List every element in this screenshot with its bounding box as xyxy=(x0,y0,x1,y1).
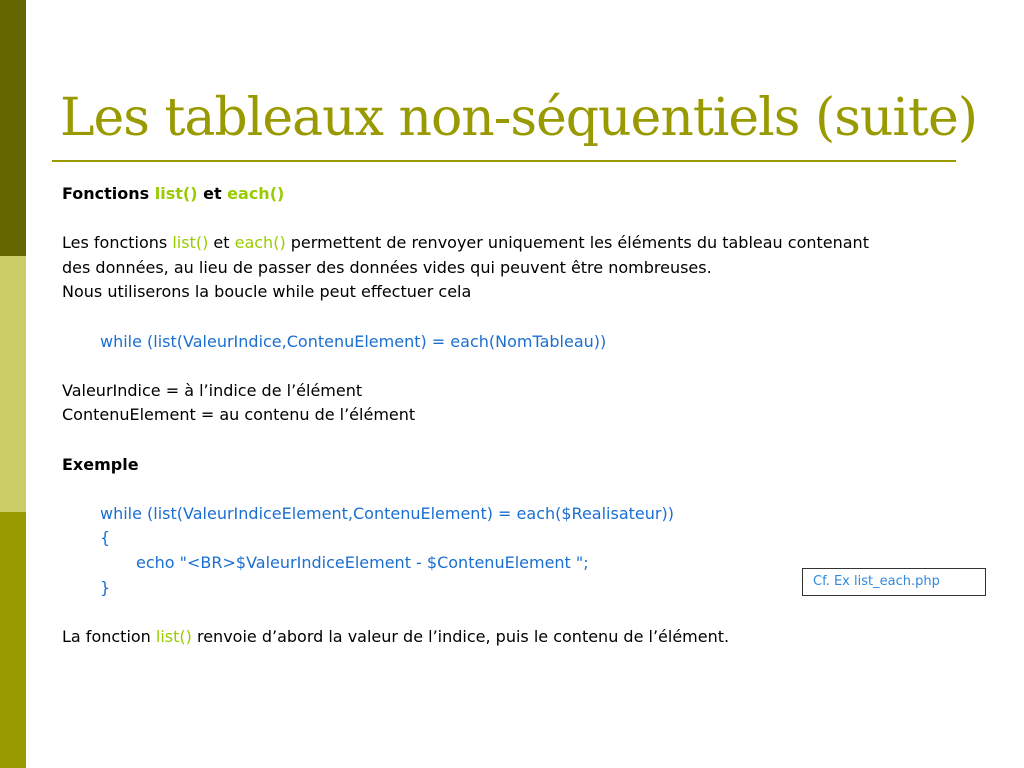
intro-rest: permettent de renvoyer uniquement les éléments du tableau contenant xyxy=(285,233,869,253)
keyword-list: list() xyxy=(155,626,192,646)
keyword-list: list() xyxy=(154,184,198,203)
keyword-list: list() xyxy=(172,233,209,253)
conclusion-line xyxy=(62,625,982,650)
slide-title: Les tableaux non-séquentiels (suite) xyxy=(60,88,978,148)
conclusion-rest: renvoie d’abord la valeur de l’indice, puis le contenu de l’élément. xyxy=(191,626,730,646)
definition-contenu: ContenuElement = au contenu de l’élément xyxy=(62,405,416,425)
definition-indice: ValeurIndice = à l’indice de l’élément xyxy=(62,380,363,400)
decorative-sidebar xyxy=(0,0,26,768)
intro-mid: et xyxy=(208,233,235,253)
example-code-line-1: while (list(ValeurIndiceElement,ContenuElement) = each($Realisateur)) xyxy=(100,503,674,523)
example-close-brace: } xyxy=(100,577,111,597)
intro-line-3: Nous utiliserons la boucle while peut effectuer cela xyxy=(62,282,472,302)
example-open-brace: { xyxy=(100,528,111,548)
intro-prefix: Les fonctions xyxy=(62,233,173,253)
sidebar-band-olive xyxy=(0,512,26,768)
keyword-each: each() xyxy=(234,233,286,253)
title-underline xyxy=(52,160,956,162)
example-heading: Exemple xyxy=(62,454,139,474)
reference-box: Cf. Ex list_each.php xyxy=(802,568,986,596)
sidebar-band-dark xyxy=(0,0,26,256)
intro-line-2: des données, au lieu de passer des données vides qui peuvent être nombreuses. xyxy=(62,257,712,277)
syntax-code-line: while (list(ValeurIndice,ContenuElement) = each(NomTableau)) xyxy=(100,331,607,351)
heading-mid: et xyxy=(197,184,228,203)
keyword-each: each() xyxy=(227,184,285,203)
example-code-body: echo "<BR>$ValeurIndiceElement - $ContenuElement "; xyxy=(136,552,589,572)
conclusion-prefix: La fonction xyxy=(62,626,156,646)
sidebar-band-light xyxy=(0,256,26,512)
heading-prefix: Fonctions xyxy=(62,184,155,203)
section-heading xyxy=(62,182,982,207)
intro-line-1 xyxy=(62,231,982,256)
